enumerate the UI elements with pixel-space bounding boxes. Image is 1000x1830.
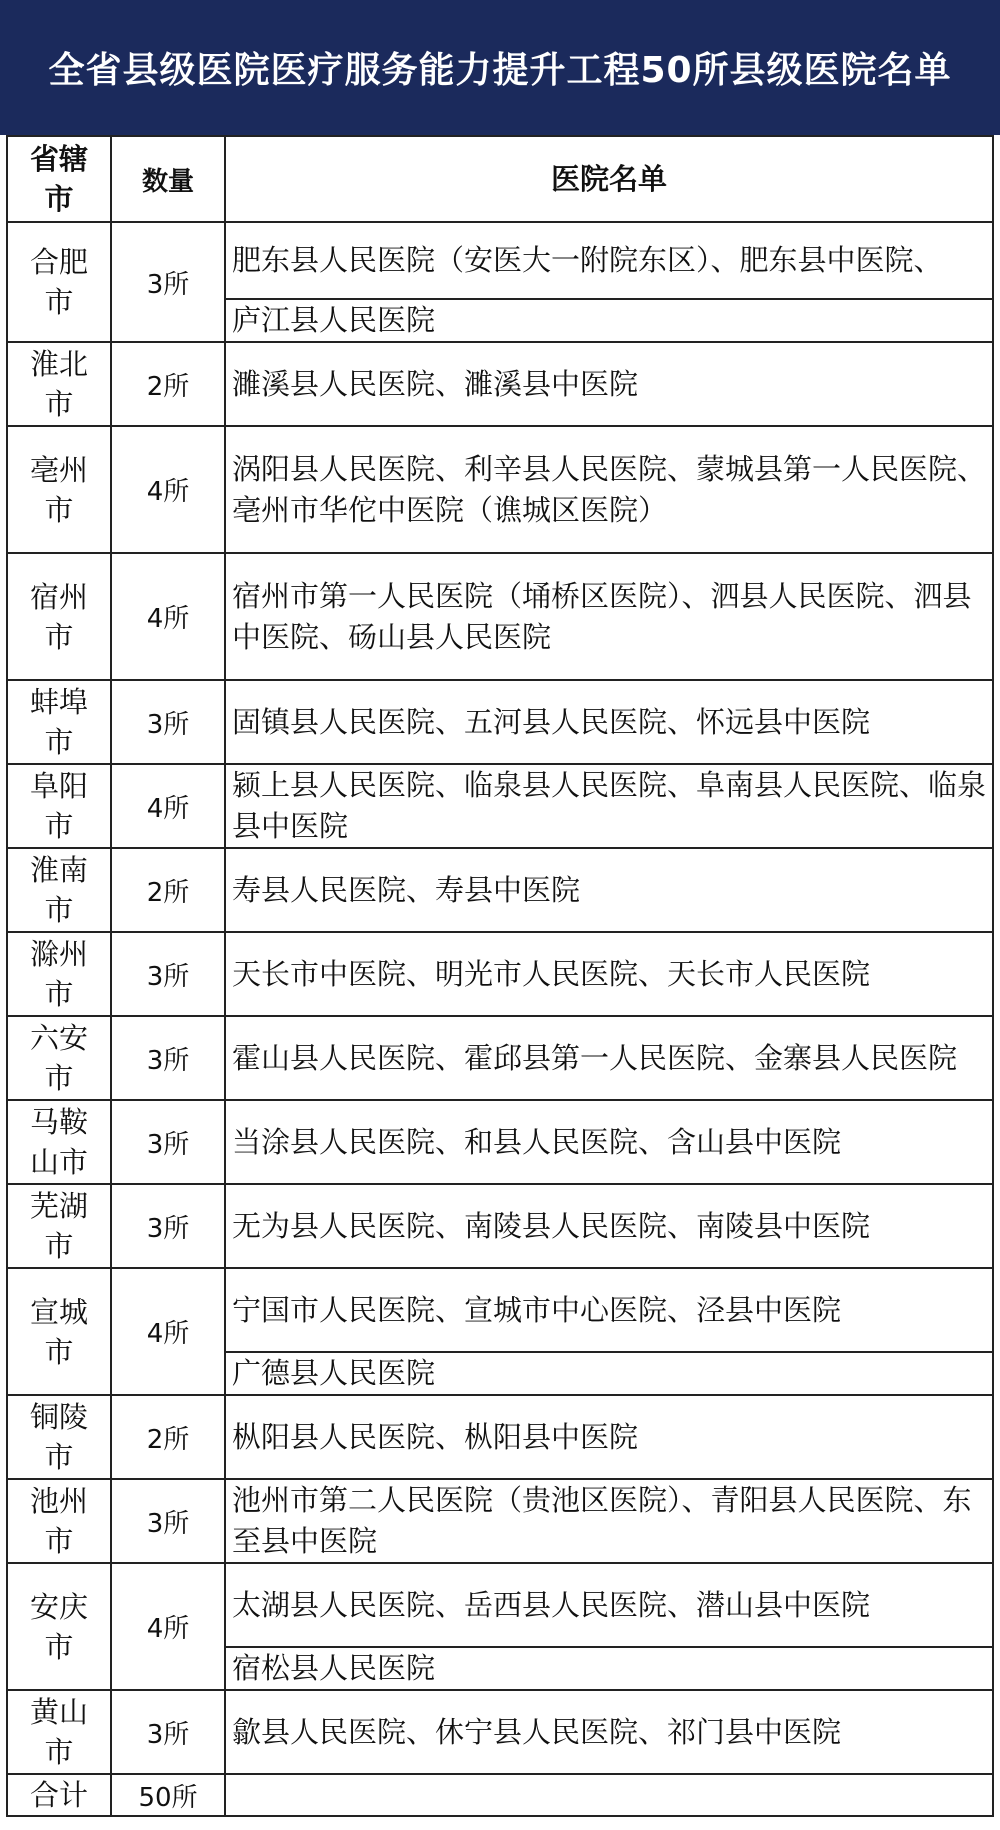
hospital-names-cell: 天长市中医院、明光市人民医院、天长市人民医院 — [225, 932, 993, 1016]
city-cell: 马鞍山市 — [7, 1100, 111, 1184]
city-cell: 合计 — [7, 1774, 111, 1816]
hospital-names-cell: 濉溪县人民医院、濉溪县中医院 — [225, 342, 993, 426]
hospital-names-cell: 太湖县人民医院、岳西县人民医院、潜山县中医院 — [225, 1563, 993, 1647]
city-cell: 合肥市 — [7, 222, 111, 342]
table-row — [7, 1268, 993, 1352]
city-cell: 黄山市 — [7, 1690, 111, 1774]
table-row — [7, 1774, 993, 1816]
table-row — [7, 1395, 993, 1479]
table-row — [7, 1184, 993, 1268]
table-row — [7, 1100, 993, 1184]
count-cell: 2所 — [111, 848, 225, 932]
header-count: 数量 — [111, 136, 225, 222]
page-title: 全省县级医院医疗服务能力提升工程50所县级医院名单 — [0, 0, 1000, 135]
count-cell: 3所 — [111, 1184, 225, 1268]
table-row — [7, 342, 993, 426]
table-row — [7, 848, 993, 932]
count-cell: 4所 — [111, 764, 225, 848]
city-cell: 淮南市 — [7, 848, 111, 932]
header-names: 医院名单 — [225, 136, 993, 222]
city-cell: 铜陵市 — [7, 1395, 111, 1479]
hospital-names-cell: 宁国市人民医院、宣城市中心医院、泾县中医院 — [225, 1268, 993, 1352]
city-cell: 池州市 — [7, 1479, 111, 1563]
hospital-names-cell: 肥东县人民医院（安医大一附院东区）、肥东县中医院、 — [225, 222, 993, 299]
table-row — [7, 1479, 993, 1563]
table-body — [7, 222, 993, 1816]
header-city: 省辖市 — [7, 136, 111, 222]
table-header-row — [7, 136, 993, 222]
city-cell: 宿州市 — [7, 553, 111, 680]
table-row — [7, 553, 993, 680]
count-cell: 3所 — [111, 1100, 225, 1184]
count-cell: 4所 — [111, 1268, 225, 1395]
table-row — [7, 932, 993, 1016]
city-cell: 淮北市 — [7, 342, 111, 426]
count-cell: 50所 — [111, 1774, 225, 1816]
hospital-names-cell: 宿松县人民医院 — [225, 1647, 993, 1690]
hospital-names-cell: 颍上县人民医院、临泉县人民医院、阜南县人民医院、临泉县中医院 — [225, 764, 993, 848]
count-cell: 3所 — [111, 1016, 225, 1100]
hospital-names-cell: 歙县人民医院、休宁县人民医院、祁门县中医院 — [225, 1690, 993, 1774]
hospital-table — [6, 135, 994, 1817]
table-row — [7, 426, 993, 553]
hospital-names-cell: 无为县人民医院、南陵县人民医院、南陵县中医院 — [225, 1184, 993, 1268]
city-cell: 芜湖市 — [7, 1184, 111, 1268]
city-cell: 阜阳市 — [7, 764, 111, 848]
count-cell: 2所 — [111, 1395, 225, 1479]
hospital-names-cell: 庐江县人民医院 — [225, 299, 993, 342]
hospital-names-cell: 广德县人民医院 — [225, 1352, 993, 1395]
table-row — [7, 1016, 993, 1100]
count-cell: 2所 — [111, 342, 225, 426]
hospital-names-cell: 寿县人民医院、寿县中医院 — [225, 848, 993, 932]
count-cell: 3所 — [111, 680, 225, 764]
count-cell: 3所 — [111, 932, 225, 1016]
city-cell: 宣城市 — [7, 1268, 111, 1395]
hospital-names-cell: 固镇县人民医院、五河县人民医院、怀远县中医院 — [225, 680, 993, 764]
table-row — [7, 222, 993, 299]
hospital-names-cell — [225, 1774, 993, 1816]
hospital-names-cell: 霍山县人民医院、霍邱县第一人民医院、金寨县人民医院 — [225, 1016, 993, 1100]
table-row — [7, 1563, 993, 1647]
hospital-names-cell: 涡阳县人民医院、利辛县人民医院、蒙城县第一人民医院、亳州市华佗中医院（谯城区医院） — [225, 426, 993, 553]
count-cell: 4所 — [111, 426, 225, 553]
hospital-names-cell: 宿州市第一人民医院（埇桥区医院）、泗县人民医院、泗县中医院、砀山县人民医院 — [225, 553, 993, 680]
city-cell: 六安市 — [7, 1016, 111, 1100]
hospital-names-cell: 池州市第二人民医院（贵池区医院）、青阳县人民医院、东至县中医院 — [225, 1479, 993, 1563]
count-cell: 4所 — [111, 1563, 225, 1690]
hospital-names-cell: 枞阳县人民医院、枞阳县中医院 — [225, 1395, 993, 1479]
city-cell: 滁州市 — [7, 932, 111, 1016]
count-cell: 3所 — [111, 1690, 225, 1774]
table-row — [7, 764, 993, 848]
count-cell: 4所 — [111, 553, 225, 680]
city-cell: 亳州市 — [7, 426, 111, 553]
table-row — [7, 680, 993, 764]
hospital-names-cell: 当涂县人民医院、和县人民医院、含山县中医院 — [225, 1100, 993, 1184]
count-cell: 3所 — [111, 1479, 225, 1563]
city-cell: 蚌埠市 — [7, 680, 111, 764]
city-cell: 安庆市 — [7, 1563, 111, 1690]
table-row — [7, 1690, 993, 1774]
count-cell: 3所 — [111, 222, 225, 342]
